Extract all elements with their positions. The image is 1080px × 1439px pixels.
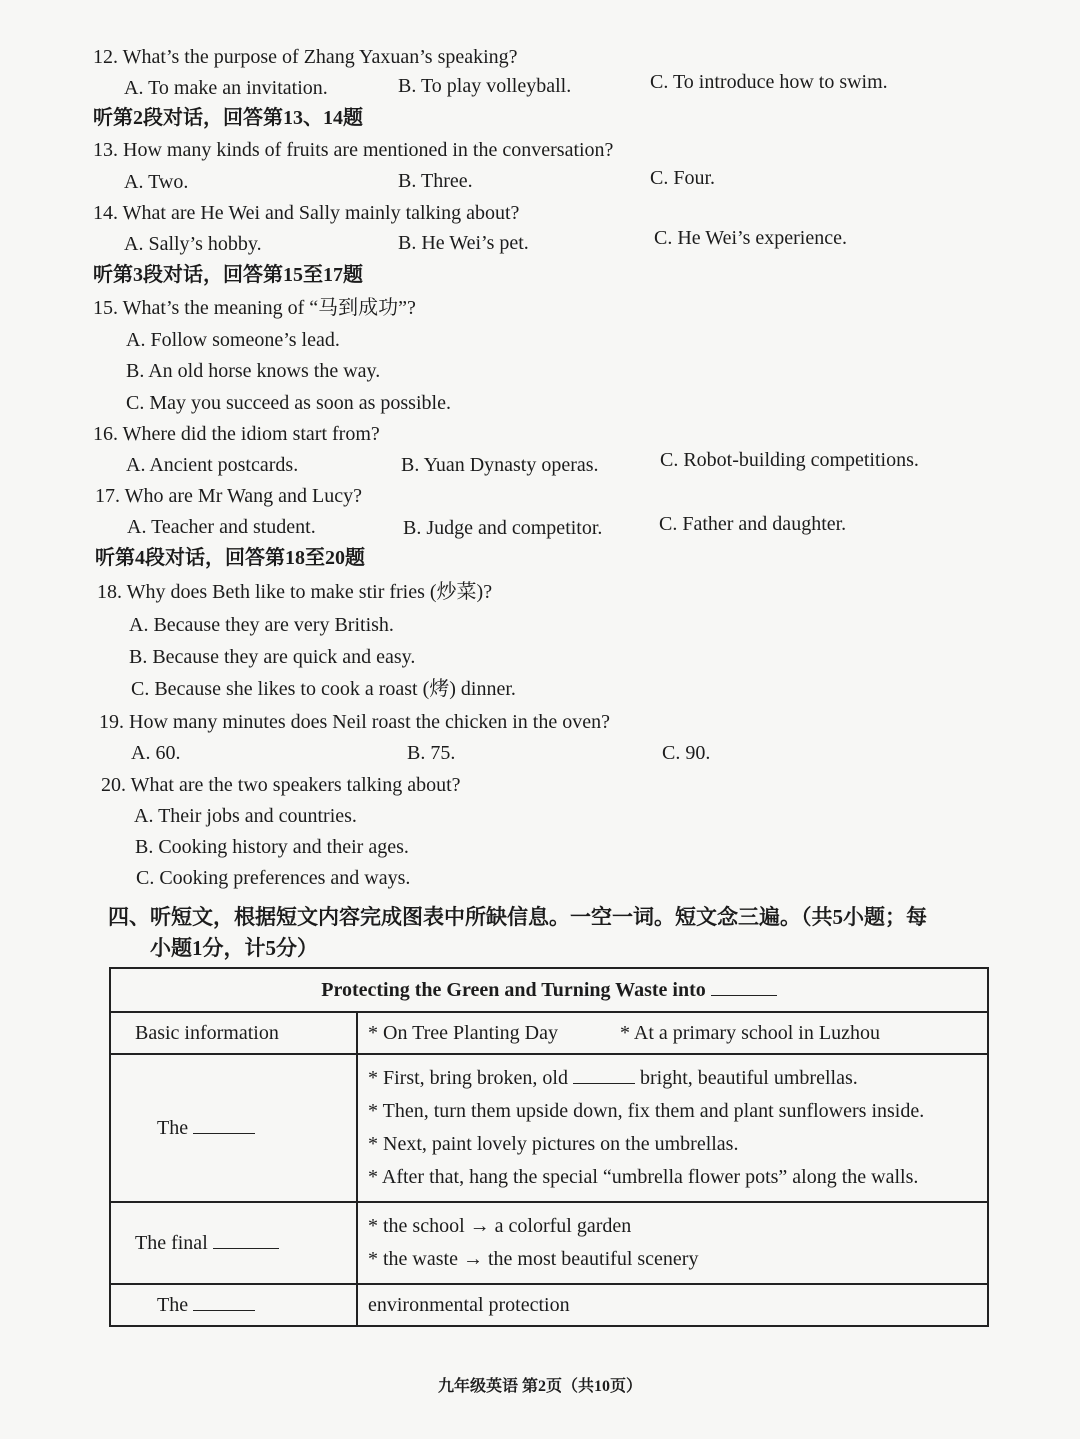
q15-option-a: A. Follow someone’s lead. — [126, 329, 340, 351]
q13-option-b: B. Three. — [398, 170, 473, 192]
question-18: 18. Why does Beth like to make stir fries (炒菜)? — [97, 581, 493, 603]
basic-info-label: Basic information — [110, 1012, 357, 1054]
process-content — [357, 1054, 988, 1202]
title-blank — [711, 979, 777, 996]
step-1-blank — [573, 1067, 635, 1084]
table-title-cell — [110, 968, 988, 1012]
process-label-cell — [110, 1054, 357, 1202]
final-label-cell — [110, 1202, 357, 1284]
q18-option-b: B. Because they are quick and easy. — [129, 646, 416, 668]
question-16: 16. Where did the idiom start from? — [93, 423, 380, 445]
process-step-2: * Then, turn them upside down, fix them and plant sunflowers inside. — [368, 1100, 925, 1122]
q16-option-c: C. Robot-building competitions. — [660, 449, 919, 471]
part-4-heading-line2: 小题1分，计5分） — [150, 936, 318, 960]
process-step-4: * After that, hang the special “umbrella flower pots” along the walls. — [368, 1166, 919, 1188]
q12-option-c: C. To introduce how to swim. — [650, 71, 888, 93]
question-12: 12. What’s the purpose of Zhang Yaxuan’s speaking? — [93, 46, 518, 68]
q15-option-c: C. May you succeed as soon as possible. — [126, 392, 451, 414]
section-3-instruction: 听第3段对话，回答第15至17题 — [93, 264, 363, 286]
final-label: The final — [135, 1231, 208, 1254]
purpose-value: environmental protection — [357, 1284, 988, 1326]
q20-option-c: C. Cooking preferences and ways. — [136, 867, 411, 889]
q16-option-a: A. Ancient postcards. — [126, 454, 299, 476]
question-15: 15. What’s the meaning of “马到成功”? — [93, 297, 416, 319]
question-19: 19. How many minutes does Neil roast the chicken in the oven? — [99, 711, 610, 733]
q15-option-b: B. An old horse knows the way. — [126, 360, 381, 382]
table-title: Protecting the Green and Turning Waste into — [321, 978, 706, 1001]
q14-option-b: B. He Wei’s pet. — [398, 232, 529, 254]
q14-option-c: C. He Wei’s experience. — [654, 227, 847, 249]
q19-option-b: B. 75. — [407, 742, 456, 764]
q17-option-a: A. Teacher and student. — [127, 516, 316, 538]
q19-option-a: A. 60. — [131, 742, 181, 764]
final-content — [357, 1202, 988, 1284]
part-4-heading — [108, 902, 998, 964]
basic-info-item-1: * On Tree Planting Day — [368, 1021, 558, 1044]
q13-option-a: A. Two. — [124, 171, 189, 193]
purpose-blank — [193, 1294, 255, 1311]
q18-option-a: A. Because they are very British. — [129, 614, 394, 636]
process-step-3: * Next, paint lovely pictures on the umbrellas. — [368, 1133, 739, 1155]
question-13: 13. How many kinds of fruits are mentioned in the conversation? — [93, 139, 614, 161]
process-step-1 — [368, 1062, 986, 1095]
q17-option-b: B. Judge and competitor. — [403, 517, 603, 539]
q19-option-c: C. 90. — [662, 742, 711, 764]
final-item-1: * the school → a colorful garden — [368, 1215, 632, 1237]
purpose-label: The — [157, 1293, 189, 1316]
process-blank — [193, 1117, 255, 1134]
q12-option-a: A. To make an invitation. — [124, 77, 328, 99]
final-item-2: * the waste → the most beautiful scenery — [368, 1248, 699, 1270]
section-4-instruction: 听第4段对话，回答第18至20题 — [95, 547, 365, 569]
part-4-heading-line1: 四、听短文，根据短文内容完成图表中所缺信息。一空一词。短文念三遍。（共5小题；每 — [108, 905, 927, 929]
q17-option-c: C. Father and daughter. — [659, 513, 847, 535]
final-blank — [213, 1232, 279, 1249]
q20-option-a: A. Their jobs and countries. — [134, 805, 357, 827]
info-table — [109, 967, 989, 1327]
q12-option-b: B. To play volleyball. — [398, 75, 572, 97]
q13-option-c: C. Four. — [650, 167, 716, 189]
process-step-1-post: bright, beautiful umbrellas. — [640, 1067, 858, 1089]
q16-option-b: B. Yuan Dynasty operas. — [401, 454, 599, 476]
q20-option-b: B. Cooking history and their ages. — [135, 836, 409, 858]
purpose-label-cell — [110, 1284, 357, 1326]
section-2-instruction: 听第2段对话，回答第13、14题 — [93, 107, 363, 129]
page-footer: 九年级英语 第2页（共10页） — [437, 1378, 642, 1395]
process-label: The — [157, 1116, 189, 1139]
q14-option-a: A. Sally’s hobby. — [124, 233, 262, 255]
question-14: 14. What are He Wei and Sally mainly talking about? — [93, 202, 520, 224]
question-20: 20. What are the two speakers talking about? — [101, 774, 461, 796]
basic-info-item-2: * At a primary school in Luzhou — [620, 1021, 880, 1044]
process-step-1-pre: * First, bring broken, old — [368, 1067, 568, 1089]
basic-info-content — [357, 1012, 988, 1054]
q18-option-c: C. Because she likes to cook a roast (烤) dinner. — [131, 678, 516, 700]
question-17: 17. Who are Mr Wang and Lucy? — [95, 485, 363, 507]
